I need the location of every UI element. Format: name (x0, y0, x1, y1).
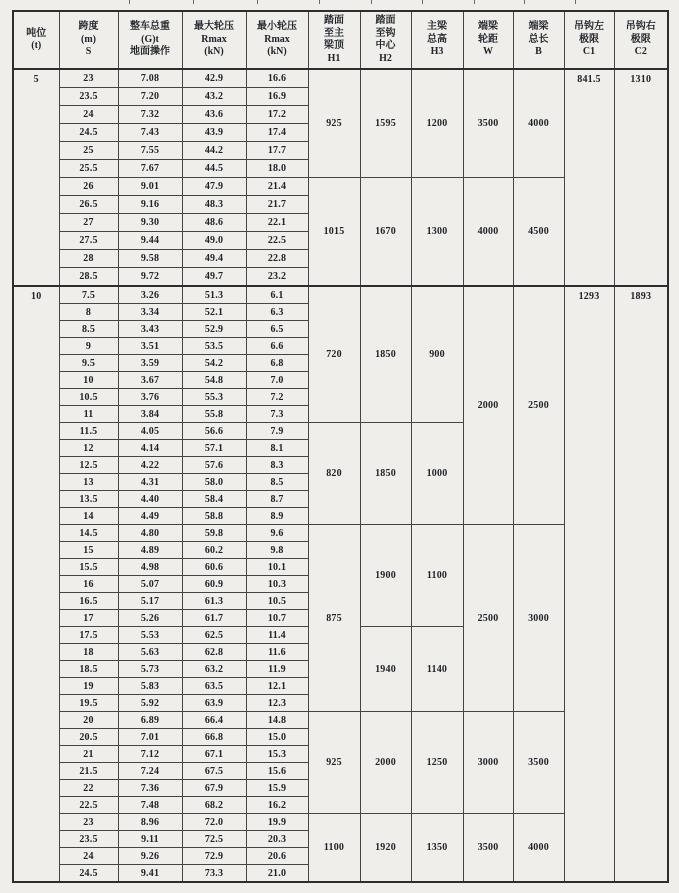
span-cell: 23 (59, 69, 118, 88)
span-cell: 10.5 (59, 389, 118, 406)
weight-cell: 3.59 (118, 355, 182, 372)
rmax-cell: 49.7 (182, 268, 246, 287)
scan-artifact-tick (129, 0, 130, 4)
weight-cell: 4.80 (118, 525, 182, 542)
rmin-cell: 17.7 (246, 142, 308, 160)
c2-cell: 1893 (614, 286, 668, 882)
weight-cell: 7.32 (118, 106, 182, 124)
weight-cell: 4.40 (118, 491, 182, 508)
rmin-cell: 7.2 (246, 389, 308, 406)
weight-cell: 9.41 (118, 865, 182, 883)
rmin-cell: 6.6 (246, 338, 308, 355)
column-header-line: (t) (31, 40, 42, 51)
span-cell: 21 (59, 746, 118, 763)
rmin-cell: 17.2 (246, 106, 308, 124)
span-cell: 9.5 (59, 355, 118, 372)
span-cell: 20 (59, 712, 118, 729)
weight-cell: 7.43 (118, 124, 182, 142)
weight-cell: 9.72 (118, 268, 182, 287)
header-row (13, 11, 668, 69)
span-cell: 15 (59, 542, 118, 559)
column-header-line: (kN) (267, 46, 287, 58)
span-cell: 12 (59, 440, 118, 457)
h1-cell: 820 (308, 423, 360, 525)
c1-cell: 841.5 (564, 69, 614, 286)
w-cell: 3500 (463, 69, 513, 178)
rmax-cell: 73.3 (182, 865, 246, 883)
weight-cell: 9.16 (118, 196, 182, 214)
span-cell: 24 (59, 848, 118, 865)
table-row (13, 69, 668, 88)
column-header-line: H3 (430, 46, 444, 58)
rmin-cell: 18.0 (246, 160, 308, 178)
span-cell: 17 (59, 610, 118, 627)
rmax-cell: 63.5 (182, 678, 246, 695)
span-cell: 26 (59, 178, 118, 196)
scan-artifact-tick (257, 0, 258, 4)
rmin-cell: 19.9 (246, 814, 308, 831)
rmax-cell: 54.2 (182, 355, 246, 372)
rmax-cell: 63.2 (182, 661, 246, 678)
rmin-cell: 12.1 (246, 678, 308, 695)
rmin-cell: 10.7 (246, 610, 308, 627)
weight-cell: 3.34 (118, 304, 182, 321)
weight-cell: 7.20 (118, 88, 182, 106)
span-cell: 11.5 (59, 423, 118, 440)
rmax-cell: 67.5 (182, 763, 246, 780)
rmax-cell: 62.5 (182, 627, 246, 644)
weight-cell: 3.76 (118, 389, 182, 406)
rmin-cell: 10.5 (246, 593, 308, 610)
rmax-cell: 67.9 (182, 780, 246, 797)
rmax-cell: 58.4 (182, 491, 246, 508)
rmin-cell: 16.2 (246, 797, 308, 814)
rmin-cell: 20.3 (246, 831, 308, 848)
rmax-cell: 52.1 (182, 304, 246, 321)
column-header-line: S (85, 46, 92, 58)
column-header-line: 至主 (324, 27, 344, 39)
rmax-cell: 42.9 (182, 69, 246, 88)
h3-cell: 1200 (411, 69, 463, 178)
column-header-line: 地面操作 (130, 46, 170, 58)
rmin-cell: 22.1 (246, 214, 308, 232)
rmax-cell: 60.6 (182, 559, 246, 576)
weight-cell: 7.48 (118, 797, 182, 814)
span-cell: 7.5 (59, 286, 118, 304)
h1-cell: 875 (308, 525, 360, 712)
weight-cell: 5.17 (118, 593, 182, 610)
rmin-cell: 10.3 (246, 576, 308, 593)
rmax-cell: 56.6 (182, 423, 246, 440)
h1-cell: 720 (308, 286, 360, 423)
rmax-cell: 57.6 (182, 457, 246, 474)
rmax-cell: 58.8 (182, 508, 246, 525)
rmax-cell: 72.5 (182, 831, 246, 848)
rmin-cell: 21.7 (246, 196, 308, 214)
weight-cell: 9.30 (118, 214, 182, 232)
span-cell: 26.5 (59, 196, 118, 214)
rmin-cell: 22.5 (246, 232, 308, 250)
rmin-cell: 17.4 (246, 124, 308, 142)
tonnage-cell: 10 (13, 286, 59, 882)
rmin-cell: 10.1 (246, 559, 308, 576)
h1-cell: 925 (308, 712, 360, 814)
column-header-line: 端梁 (478, 21, 498, 33)
weight-cell: 7.55 (118, 142, 182, 160)
rmin-cell: 11.9 (246, 661, 308, 678)
rmax-cell: 66.8 (182, 729, 246, 746)
column-header-line: B (535, 46, 542, 58)
column-header-line: 梁顶 (324, 40, 344, 51)
column-header-h3 (411, 11, 463, 69)
column-header-line: 整车总重 (130, 21, 170, 33)
rmin-cell: 22.8 (246, 250, 308, 268)
weight-cell: 3.51 (118, 338, 182, 355)
rmax-cell: 48.3 (182, 196, 246, 214)
rmax-cell: 66.4 (182, 712, 246, 729)
weight-cell: 9.26 (118, 848, 182, 865)
rmax-cell: 68.2 (182, 797, 246, 814)
column-header-line: 中心 (375, 40, 396, 51)
rmax-cell: 63.9 (182, 695, 246, 712)
column-header-line: 主梁 (427, 21, 447, 33)
table-row (13, 286, 668, 304)
span-cell: 28.5 (59, 268, 118, 287)
span-cell: 12.5 (59, 457, 118, 474)
span-cell: 15.5 (59, 559, 118, 576)
column-header-line: (m) (81, 33, 96, 45)
weight-cell: 5.92 (118, 695, 182, 712)
column-header-line: 最小轮压 (257, 21, 297, 33)
column-header-line: 吊钩右 (625, 21, 656, 33)
h2-cell: 1920 (360, 814, 411, 883)
rmax-cell: 48.6 (182, 214, 246, 232)
weight-cell: 4.22 (118, 457, 182, 474)
w-cell: 4000 (463, 178, 513, 287)
rmin-cell: 8.3 (246, 457, 308, 474)
column-header-c1 (564, 11, 614, 69)
scan-artifact-tick (371, 0, 372, 4)
span-cell: 20.5 (59, 729, 118, 746)
weight-cell: 9.11 (118, 831, 182, 848)
span-cell: 24.5 (59, 124, 118, 142)
span-cell: 13 (59, 474, 118, 491)
rmax-cell: 54.8 (182, 372, 246, 389)
span-cell: 19.5 (59, 695, 118, 712)
rmin-cell: 7.3 (246, 406, 308, 423)
rmax-cell: 72.9 (182, 848, 246, 865)
span-cell: 25 (59, 142, 118, 160)
weight-cell: 7.01 (118, 729, 182, 746)
weight-cell: 7.08 (118, 69, 182, 88)
rmax-cell: 60.2 (182, 542, 246, 559)
rmin-cell: 8.9 (246, 508, 308, 525)
rmin-cell: 15.0 (246, 729, 308, 746)
column-header-line: (G)t (141, 33, 159, 45)
weight-cell: 5.73 (118, 661, 182, 678)
b-cell: 3500 (513, 712, 564, 814)
rmax-cell: 55.8 (182, 406, 246, 423)
rmax-cell: 61.3 (182, 593, 246, 610)
h2-cell: 1900 (360, 525, 411, 627)
rmin-cell: 6.3 (246, 304, 308, 321)
column-header-line: 至钩 (375, 27, 396, 39)
rmax-cell: 62.8 (182, 644, 246, 661)
column-header-line: H1 (327, 52, 341, 64)
rmin-cell: 8.5 (246, 474, 308, 491)
rmax-cell: 49.0 (182, 232, 246, 250)
h3-cell: 1000 (411, 423, 463, 525)
column-header-line: Rmax (201, 33, 227, 45)
rmin-cell: 15.3 (246, 746, 308, 763)
rmin-cell: 21.4 (246, 178, 308, 196)
column-header-line: C1 (582, 46, 596, 58)
weight-cell: 4.49 (118, 508, 182, 525)
weight-cell: 4.98 (118, 559, 182, 576)
column-header-line: 吨位 (26, 27, 47, 39)
rmax-cell: 49.4 (182, 250, 246, 268)
w-cell: 3500 (463, 814, 513, 883)
rmin-cell: 7.9 (246, 423, 308, 440)
rmin-cell: 16.9 (246, 88, 308, 106)
spec-table (12, 10, 669, 883)
weight-cell: 7.24 (118, 763, 182, 780)
rmax-cell: 55.3 (182, 389, 246, 406)
rmax-cell: 47.9 (182, 178, 246, 196)
weight-cell: 5.07 (118, 576, 182, 593)
rmax-cell: 59.8 (182, 525, 246, 542)
weight-cell: 9.01 (118, 178, 182, 196)
rmin-cell: 12.3 (246, 695, 308, 712)
b-cell: 4500 (513, 178, 564, 287)
column-header-line: 极限 (579, 33, 599, 45)
rmin-cell: 11.4 (246, 627, 308, 644)
weight-cell: 4.05 (118, 423, 182, 440)
rmin-cell: 9.8 (246, 542, 308, 559)
column-header-c2 (614, 11, 668, 69)
span-cell: 11 (59, 406, 118, 423)
column-header-w (463, 11, 513, 69)
weight-cell: 5.63 (118, 644, 182, 661)
spec-table-header (13, 11, 668, 69)
span-cell: 9 (59, 338, 118, 355)
column-header-line: 吊钩左 (574, 21, 604, 33)
rmax-cell: 72.0 (182, 814, 246, 831)
weight-cell: 4.14 (118, 440, 182, 457)
column-header-line: (kN) (204, 46, 224, 58)
column-header-line: 踏面 (375, 15, 396, 26)
h3-cell: 1350 (411, 814, 463, 883)
rmin-cell: 15.6 (246, 763, 308, 780)
weight-cell: 9.44 (118, 232, 182, 250)
tonnage-cell: 5 (13, 69, 59, 286)
h1-cell: 1015 (308, 178, 360, 287)
span-cell: 27.5 (59, 232, 118, 250)
weight-cell: 3.84 (118, 406, 182, 423)
span-cell: 14 (59, 508, 118, 525)
h2-cell: 1940 (360, 627, 411, 712)
span-cell: 19 (59, 678, 118, 695)
column-header-h1 (308, 11, 360, 69)
c2-cell: 1310 (614, 69, 668, 286)
h2-cell: 1595 (360, 69, 411, 178)
column-header-line: 总长 (528, 33, 549, 45)
rmax-cell: 67.1 (182, 746, 246, 763)
b-cell: 4000 (513, 69, 564, 178)
span-cell: 22 (59, 780, 118, 797)
rmax-cell: 61.7 (182, 610, 246, 627)
rmin-cell: 16.6 (246, 69, 308, 88)
rmax-cell: 44.5 (182, 160, 246, 178)
span-cell: 10 (59, 372, 118, 389)
column-header-max-wheel-load (182, 11, 246, 69)
rmin-cell: 6.5 (246, 321, 308, 338)
scan-artifact-tick (575, 0, 576, 4)
scan-artifact-tick (319, 0, 320, 4)
rmin-cell: 23.2 (246, 268, 308, 287)
c1-cell: 1293 (564, 286, 614, 882)
column-header-line: 最大轮压 (194, 21, 234, 33)
weight-cell: 4.31 (118, 474, 182, 491)
span-cell: 8.5 (59, 321, 118, 338)
span-cell: 28 (59, 250, 118, 268)
rmin-cell: 21.0 (246, 865, 308, 883)
rmin-cell: 20.6 (246, 848, 308, 865)
column-header-line: 跨度 (78, 21, 99, 33)
column-header-tonnage (13, 11, 59, 69)
h3-cell: 1250 (411, 712, 463, 814)
scan-artifact-tick (524, 0, 525, 4)
span-cell: 18 (59, 644, 118, 661)
weight-cell: 3.67 (118, 372, 182, 389)
column-header-line: C2 (634, 46, 647, 58)
h3-cell: 1100 (411, 525, 463, 627)
rmin-cell: 14.8 (246, 712, 308, 729)
span-cell: 8 (59, 304, 118, 321)
column-header-b (513, 11, 564, 69)
h2-cell: 1850 (360, 286, 411, 423)
h1-cell: 925 (308, 69, 360, 178)
column-header-total-weight (118, 11, 182, 69)
weight-cell: 8.96 (118, 814, 182, 831)
rmax-cell: 44.2 (182, 142, 246, 160)
rmax-cell: 60.9 (182, 576, 246, 593)
rmin-cell: 8.1 (246, 440, 308, 457)
span-cell: 23.5 (59, 88, 118, 106)
span-cell: 24.5 (59, 865, 118, 883)
w-cell: 3000 (463, 712, 513, 814)
rmin-cell: 15.9 (246, 780, 308, 797)
span-cell: 21.5 (59, 763, 118, 780)
weight-cell: 5.53 (118, 627, 182, 644)
column-header-line: Rmax (264, 33, 290, 45)
weight-cell: 6.89 (118, 712, 182, 729)
span-cell: 27 (59, 214, 118, 232)
rmin-cell: 11.6 (246, 644, 308, 661)
rmin-cell: 7.0 (246, 372, 308, 389)
h2-cell: 1670 (360, 178, 411, 287)
scan-artifact-tick (193, 0, 194, 4)
column-header-line: H2 (379, 52, 392, 64)
column-header-line: 极限 (630, 33, 651, 45)
span-cell: 14.5 (59, 525, 118, 542)
weight-cell: 5.83 (118, 678, 182, 695)
column-header-line: W (483, 46, 493, 58)
rmax-cell: 43.6 (182, 106, 246, 124)
b-cell: 3000 (513, 525, 564, 712)
weight-cell: 9.58 (118, 250, 182, 268)
column-header-line: 轮距 (478, 33, 498, 45)
span-cell: 23.5 (59, 831, 118, 848)
h2-cell: 1850 (360, 423, 411, 525)
column-header-span (59, 11, 118, 69)
weight-cell: 5.26 (118, 610, 182, 627)
scan-artifact-tick (474, 0, 475, 4)
weight-cell: 3.43 (118, 321, 182, 338)
weight-cell: 7.36 (118, 780, 182, 797)
rmax-cell: 43.2 (182, 88, 246, 106)
rmin-cell: 9.6 (246, 525, 308, 542)
span-cell: 18.5 (59, 661, 118, 678)
span-cell: 23 (59, 814, 118, 831)
h1-cell: 1100 (308, 814, 360, 883)
h3-cell: 1300 (411, 178, 463, 287)
column-header-line: 端梁 (528, 21, 549, 33)
span-cell: 17.5 (59, 627, 118, 644)
rmin-cell: 6.8 (246, 355, 308, 372)
rmin-cell: 8.7 (246, 491, 308, 508)
w-cell: 2000 (463, 286, 513, 525)
rmax-cell: 57.1 (182, 440, 246, 457)
rmax-cell: 53.5 (182, 338, 246, 355)
column-header-line: 总高 (427, 33, 447, 45)
rmax-cell: 52.9 (182, 321, 246, 338)
weight-cell: 4.89 (118, 542, 182, 559)
spec-table-body (13, 69, 668, 882)
span-cell: 13.5 (59, 491, 118, 508)
span-cell: 24 (59, 106, 118, 124)
h3-cell: 1140 (411, 627, 463, 712)
rmin-cell: 6.1 (246, 286, 308, 304)
rmax-cell: 58.0 (182, 474, 246, 491)
weight-cell: 7.12 (118, 746, 182, 763)
weight-cell: 7.67 (118, 160, 182, 178)
column-header-min-wheel-load (246, 11, 308, 69)
span-cell: 25.5 (59, 160, 118, 178)
span-cell: 16.5 (59, 593, 118, 610)
column-header-h2 (360, 11, 411, 69)
b-cell: 4000 (513, 814, 564, 883)
h3-cell: 900 (411, 286, 463, 423)
h2-cell: 2000 (360, 712, 411, 814)
span-cell: 22.5 (59, 797, 118, 814)
rmax-cell: 51.3 (182, 286, 246, 304)
column-header-line: 踏面 (324, 15, 344, 26)
weight-cell: 3.26 (118, 286, 182, 304)
scan-artifact-tick (422, 0, 423, 4)
rmax-cell: 43.9 (182, 124, 246, 142)
span-cell: 16 (59, 576, 118, 593)
w-cell: 2500 (463, 525, 513, 712)
b-cell: 2500 (513, 286, 564, 525)
